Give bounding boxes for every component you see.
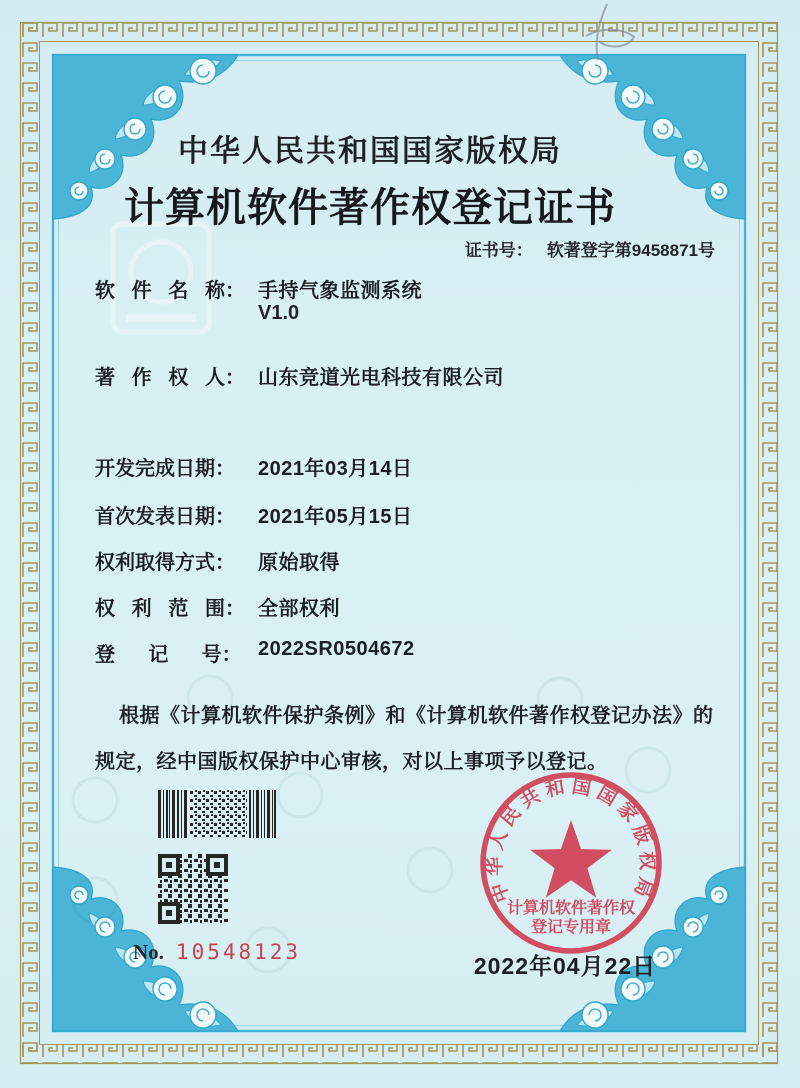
certificate-number-row bbox=[465, 236, 715, 261]
field-value-version: V1.0 bbox=[258, 302, 300, 324]
field-value: 2022SR0504672 bbox=[258, 638, 415, 660]
field-row-right-acquisition bbox=[95, 546, 340, 575]
field-row-registration-number bbox=[95, 638, 415, 667]
qr-code-icon bbox=[158, 854, 228, 924]
field-label: 软 件 名 称： bbox=[95, 280, 246, 302]
serial-number-row bbox=[133, 940, 301, 965]
barcode-icon bbox=[158, 790, 276, 840]
field-value: 全部权利 bbox=[258, 598, 340, 620]
authority-title: 中华人民共和国国家版权局 bbox=[178, 135, 562, 168]
statement-line-2: 规定，经中国版权保护中心审核，对以上事项予以登记。 bbox=[95, 751, 608, 773]
serial-label: No. bbox=[133, 940, 164, 964]
certificate-title: 计算机软件著作权登记证书 bbox=[124, 186, 616, 230]
field-value: 2021年03月14日 bbox=[258, 458, 413, 480]
field-value: 2021年05月15日 bbox=[258, 506, 413, 528]
field-label: 开发完成日期： bbox=[95, 458, 235, 480]
issue-date: 2022年04月22日 bbox=[473, 953, 657, 979]
field-label: 权 利 范 围： bbox=[95, 598, 246, 620]
field-row-copyright-owner bbox=[95, 361, 504, 390]
serial-value: 10548123 bbox=[175, 940, 302, 964]
field-value: 原始取得 bbox=[258, 552, 340, 574]
field-value: 山东竞道光电科技有限公司 bbox=[258, 367, 504, 389]
seal-ring-text: 中华人民共和国国家版权局 bbox=[484, 776, 658, 905]
field-row-right-scope bbox=[95, 592, 340, 621]
certificate-number-label: 证书号： bbox=[464, 241, 533, 260]
field-label: 登 记 号： bbox=[95, 644, 242, 666]
official-seal bbox=[474, 771, 668, 965]
field-label: 首次发表日期： bbox=[95, 506, 235, 528]
seal-caption-1: 计算机软件著作权 bbox=[506, 900, 636, 917]
field-label: 著 作 权 人： bbox=[95, 367, 246, 389]
field-value: 手持气象监测系统 bbox=[258, 280, 422, 302]
red-star-icon bbox=[530, 820, 612, 898]
certificate-number-value: 软著登字第9458871号 bbox=[546, 241, 715, 260]
statement-line-1: 根据《计算机软件保护条例》和《计算机软件著作权登记办法》的 bbox=[119, 705, 714, 727]
field-label: 权利取得方式： bbox=[95, 552, 235, 574]
seal-caption-2: 登记专用章 bbox=[530, 919, 612, 936]
field-row-dev-complete-date bbox=[95, 452, 412, 481]
field-row-first-publish-date bbox=[95, 500, 412, 529]
field-row-software-name bbox=[95, 274, 422, 303]
